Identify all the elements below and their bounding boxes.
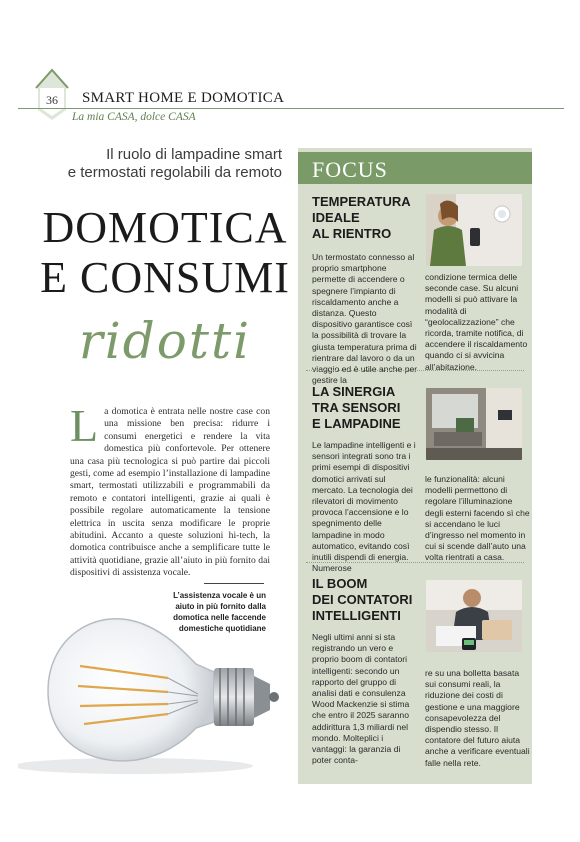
page-number: 36 [46,93,58,107]
header-divider [18,108,564,109]
drop-cap: L [70,400,99,451]
title-line: DEI CONTATORI [312,592,413,607]
focus-divider [306,562,524,563]
focus-item-text-col2: re su una bolletta basata sui consumi reali, la riduzione dei costi di gestione e una maggiore consapevolezza del dispendio stesso. Il contatore del futuro aiuta anche a verificare eventuali falle nella rete. [425,668,530,768]
headline-line: DOMOTICA [42,203,288,252]
focus-item-text-col1: Un termostato connesso al proprio smartphone permette di accendere o spegnere l’impianto di riscaldamento anche a distanza. Questo dispositivo garantisce così la possibilità di trovare la giusta temperatura prima di rientrare dal lavoro o da un viaggio ed è utile anche per gestire la [312,252,418,386]
article-body [70,400,270,580]
article-subtitle [30,146,282,182]
focus-header [298,152,532,184]
focus-item-title [312,384,422,432]
smart-meter-photo [426,580,522,652]
title-line: INTELLIGENTI [312,608,401,623]
focus-item-text-col1: Negli ultimi anni si sta registrando un vero e proprio boom di contatori intelligenti: secondo un rapporto del gruppo di analisi dati e consulenza Wood Mackenzie si stima che entro il 2025 saranno addirittura 1,3 miliardi nel mondo. Molteplici i vantaggi: la garanzia di poter conta- [312,632,410,766]
focus-label: FOCUS [312,157,388,182]
section-title: SMART HOME E DOMOTICA [82,90,285,106]
focus-item-title [312,194,422,242]
article-headline [40,203,290,369]
headline-script: ridotti [78,312,252,370]
title-line: TEMPERATURA [312,194,411,209]
caption-rule [204,583,264,584]
title-line: AL RIENTRO [312,226,392,241]
photo-caption: L’assistenza vocale è un aiuto in più fornito dalla domotica nelle faccende domestiche quotidiane [173,591,266,633]
focus-item-text-col1: Le lampadine intelligenti e i sensori integrati sono tra i primi esempi di dispositivi domotici arrivati sul mercato. La tecnologia dei rilevatori di movimento provoca l’accensione e lo spegnimento delle lampadine in modo automatico, evitando così inutili dispendi di energia. Numerose [312,440,416,574]
title-line: E LAMPADINE [312,416,401,431]
subtitle-line: Il ruolo di lampadine smart [106,146,282,163]
title-line: IL BOOM [312,576,368,591]
subtitle-line: e termostati regolabili da remoto [67,164,282,181]
focus-item-text-col2: condizione termica delle seconde case. Su alcuni modelli si può attivare la modalità di “geolocalizzazione” che ricorda, tramite notifica, di accendere il riscaldamento quando ci si avvicina all’abitazione. [425,272,528,372]
title-line: LA SINERGIA [312,384,396,399]
headline-line: E CONSUMI [40,253,290,302]
thermostat-photo [426,194,522,266]
title-line: IDEALE [312,210,360,225]
focus-item-text-col2: le funzionalità: alcuni modelli permettono di regolare l’illuminazione degli esterni facendo sì che si accendano le luci d’ingresso nel momento in cui si scende dall’auto una volta rientrati a casa. [425,474,530,563]
series-title: La mia CASA, dolce CASA [72,111,196,123]
light-bulb-image [18,596,288,776]
article-body-text: a domotica è entrata nelle nostre case con una missione ben precisa: ridurre i consumi energetici e rendere la vita domestica più confortevole. Per ottenere una casa più tecnologica si può partire dai piccoli gesti, come ad esempio l’installazione di lampadine smart, termostati utilizzabili e programmabili da remoto e contatori intelligenti, grazie ai quali è possibile regolare automaticamente la tensione elettrica in uscita senza modificare le proprie abitudini. Accanto a queste soluzioni hi-tech, la domotica contribuisce anche a semplificare tutte le attività quotidiane, grazie all’aiuto in più fornito dai dispositivi di assistenza vocale. [70,406,270,579]
focus-divider [306,370,524,371]
focus-item-title [312,576,422,624]
living-room-photo [426,388,522,460]
title-line: TRA SENSORI [312,400,401,415]
